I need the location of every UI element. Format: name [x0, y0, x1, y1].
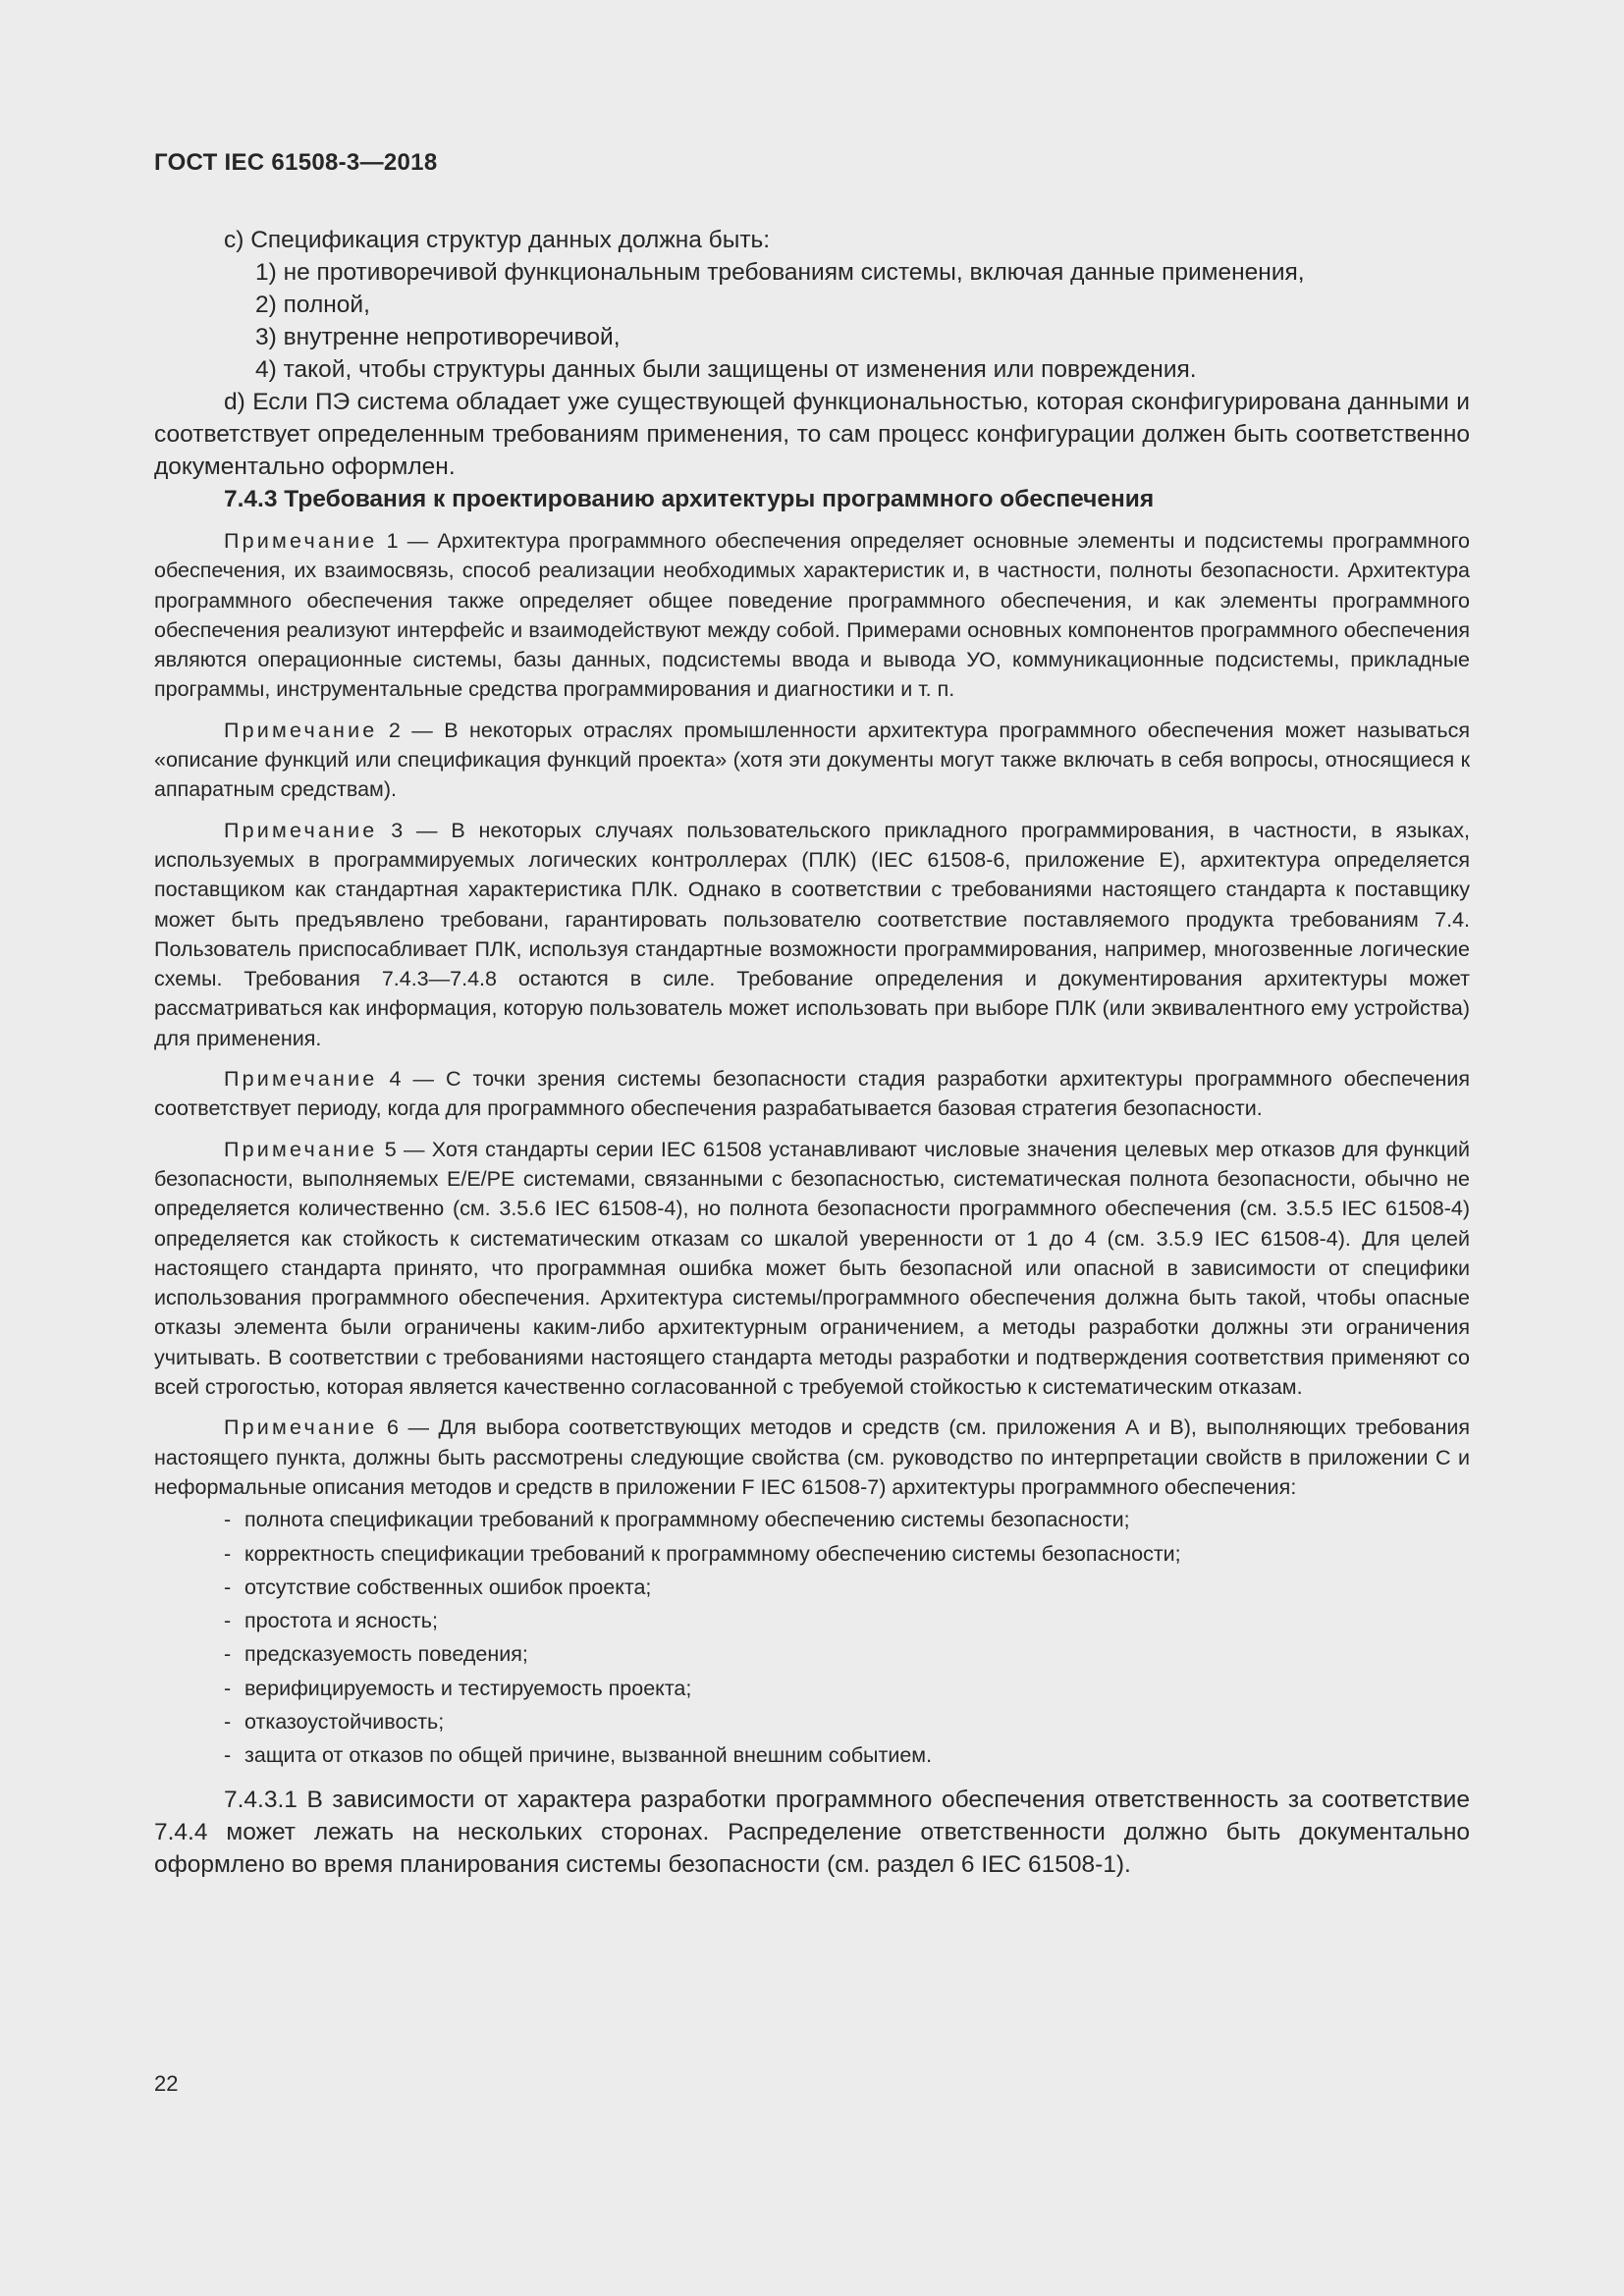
note-label: Примечание — [224, 529, 378, 553]
list-item — [154, 1537, 1470, 1571]
list-item — [154, 1604, 1470, 1637]
page-number: 22 — [154, 2071, 179, 2096]
clause-7-4-3-1: 7.4.3.1 В зависимости от характера разработки программного обеспечения ответственность за соответствие 7.4.4 может лежать на нескольких сторонах. Распределение ответственности должно быть документально оформлено во время планирования системы безопасности (см. раздел 6 IEC 61508-1). — [154, 1786, 1470, 1878]
bullet-marker: - — [224, 1609, 232, 1633]
item-c-sub-4: 4) такой, чтобы структуры данных были защищены от изменения или повреждения. — [255, 356, 1197, 383]
list-item-text: верифицируемость и тестируемость проекта; — [244, 1676, 692, 1700]
note-5 — [154, 1135, 1470, 1403]
note-text: 4 — С точки зрения системы безопасности стадия разработки архитектуры программного обеспечения соответствует периоду, когда для программного обеспечения разрабатывается базовая стратегия безопасности. — [154, 1067, 1470, 1121]
list-item — [154, 1637, 1470, 1671]
bullet-marker: - — [224, 1575, 232, 1599]
note-text: 2 — В некоторых отраслях промышленности архитектура программного обеспечения может называться «описание функций или спецификация функций проекта» (хотя эти документы могут также включать в себя вопросы, относящиеся к аппаратным средствам). — [154, 718, 1470, 802]
note-3 — [154, 816, 1470, 1053]
list-item — [154, 1503, 1470, 1536]
property-list — [154, 1503, 1470, 1772]
section-heading: 7.4.3 Требования к проектированию архитектуры программного обеспечения — [224, 486, 1155, 512]
bullet-marker: - — [224, 1743, 232, 1768]
note-6 — [154, 1413, 1470, 1502]
list-item — [154, 1738, 1470, 1772]
list-item-text: полнота спецификации требований к программному обеспечению системы безопасности; — [244, 1508, 1130, 1532]
item-c-sub-2: 2) полной, — [255, 292, 370, 318]
list-item-text: простота и ясность; — [244, 1609, 438, 1633]
item-c-sub-3: 3) внутренне непротиворечивой, — [255, 324, 621, 350]
list-item — [154, 1672, 1470, 1705]
note-label: Примечание — [224, 718, 378, 742]
note-label: Примечание — [224, 1067, 378, 1092]
note-4 — [154, 1064, 1470, 1124]
note-label: Примечание — [224, 1415, 378, 1440]
list-item — [154, 1705, 1470, 1738]
bullet-marker: - — [224, 1676, 232, 1700]
list-item-text: корректность спецификации требований к программному обеспечению системы безопасности; — [244, 1541, 1181, 1566]
list-item-text: предсказуемость поведения; — [244, 1642, 528, 1667]
note-text: 3 — В некоторых случаях пользовательского прикладного программирования, в частности, в языках, используемых в программируемых логических контроллерах (ПЛК) (IEC 61508-6, приложение Е), архитектура определяется поставщиком как стандартная характеристика ПЛК. Однако в соответствии с требованиями настоящего стандарта к поставщику может быть предъявлено требовани, гарантировать пользователю соответствие поставляемого продукта требованиям 7.4. Пользователь приспосабливает ПЛК, используя стандартные возможности программирования, например, многозвенные логические схемы. Требования 7.4.3—7.4.8 остаются в силе. Требование определения и документирования архитектуры может рассматриваться как информация, которую пользователь может использовать при выборе ПЛК (или эквивалентного ему устройства) для применения. — [154, 818, 1470, 1050]
list-item — [154, 1571, 1470, 1604]
note-2 — [154, 716, 1470, 805]
document-header: ГОСТ IEC 61508-3—2018 — [154, 149, 438, 176]
item-c-intro: с) Спецификация структур данных должна быть: — [224, 227, 771, 253]
list-item-text: отказоустойчивость; — [244, 1709, 445, 1734]
bullet-marker: - — [224, 1709, 232, 1734]
note-text: 1 — Архитектура программного обеспечения определяет основные элементы и подсистемы программного обеспечения, их взаимосвязь, способ реализации необходимых характеристик и, в частности, полноты безопасности. Архитектура программного обеспечения также определяет общее поведение программного обеспечения, и как элементы программного обеспечения реализуют интерфейс и взаимодействуют между собой. Примерами основных компонентов программного обеспечения являются операционные системы, базы данных, подсистемы ввода и вывода УО, коммуникационные подсистемы, прикладные программы, инструментальные средства программирования и диагностики и т. п. — [154, 529, 1470, 702]
list-item-text: защита от отказов по общей причине, вызванной внешним событием. — [244, 1743, 933, 1768]
note-label: Примечание — [224, 818, 378, 842]
item-c-sub-1: 1) не противоречивой функциональным требованиям системы, включая данные применения, — [255, 259, 1305, 286]
item-d-paragraph: d) Если ПЭ система обладает уже существующей функциональностью, которая сконфигурирована данными и соответствует определенным требованиям применения, то сам процесс конфигурации должен быть соответственно документально оформлен. — [154, 389, 1470, 480]
note-text: 6 — Для выбора соответствующих методов и средств (см. приложения А и В), выполняющих требования настоящего пункта, должны быть рассмотрены следующие свойства (см. руководство по интерпретации свойств в приложении С и неформальные описания методов и средств в приложении F IEC 61508-7) архитектуры программного обеспечения: — [154, 1415, 1470, 1499]
note-label: Примечание — [224, 1137, 378, 1161]
list-item-text: отсутствие собственных ошибок проекта; — [244, 1575, 652, 1599]
bullet-marker: - — [224, 1508, 232, 1532]
document-body — [154, 224, 1470, 1881]
bullet-marker: - — [224, 1541, 232, 1566]
note-text: 5 — Хотя стандарты серии IEC 61508 устанавливают числовые значения целевых мер отказов для функций безопасности, выполняемых Е/Е/РЕ системами, связанными с безопасностью, систематическая полнота безопасности, обычно не определяется количественно (см. 3.5.6 IEC 61508-4), но полнота безопасности программного обеспечения (см. 3.5.5 IEC 61508-4) определяется как стойкость к систематическим отказам со шкалой уверенности от 1 до 4 (см. 3.5.9 IEC 61508-4). Для целей настоящего стандарта принято, что программная ошибка может быть безопасной или опасной в зависимости от специфики использования программного обеспечения. Архитектура системы/программного обеспечения должна быть такой, чтобы опасные отказы элемента были ограничены каким-либо архитектурным ограничением, а методы разработки должны эти ограничения учитывать. В соответствии с требованиями настоящего стандарта методы разработки и подтверждения соответствия применяют со всей строгостью, которая является качественно согласованной с требуемой стойкостью к систематическим отказам. — [154, 1137, 1470, 1400]
bullet-marker: - — [224, 1642, 232, 1667]
note-1 — [154, 526, 1470, 705]
